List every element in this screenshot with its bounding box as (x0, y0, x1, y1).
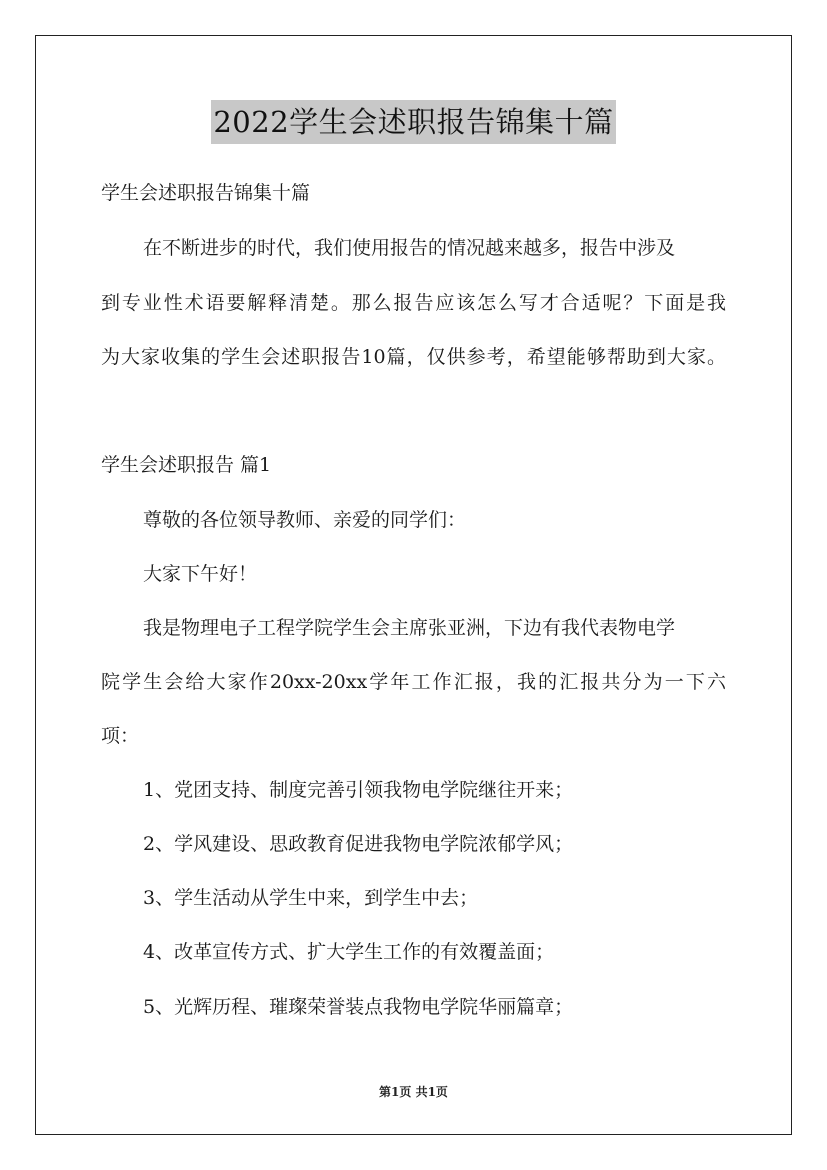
list-item: 1、党团支持、制度完善引领我物电学院继往开来； (143, 779, 574, 801)
greeting: 大家下午好！ (143, 563, 258, 585)
body-line-3: 项： (101, 725, 140, 747)
section-heading: 学生会述职报告 篇1 (101, 454, 272, 476)
page-number: 第1页 共1页 (379, 1085, 448, 1099)
list-item: 5、光辉历程、璀璨荣誉装点我物电学院华丽篇章； (143, 996, 574, 1018)
list-item: 4、改革宣传方式、扩大学生工作的有效覆盖面； (143, 941, 555, 963)
intro-line-3: 为大家收集的学生会述职报告10篇，仅供参考，希望能够帮助到大家。 (101, 346, 726, 368)
intro-line-2: 到专业性术语要解释清楚。那么报告应该怎么写才合适呢？下面是我 (101, 292, 726, 314)
body-line-2: 院学生会给大家作20xx-20xx学年工作汇报，我的汇报共分为一下六 (101, 671, 726, 693)
body-line-1: 我是物理电子工程学院学生会主席张亚洲，下边有我代表物电学 (143, 617, 676, 639)
document-subtitle: 学生会述职报告锦集十篇 (101, 182, 311, 204)
salutation: 尊敬的各位领导教师、亲爱的同学们： (143, 509, 467, 531)
document-title: 2022学生会述职报告锦集十篇 (211, 100, 615, 144)
intro-line-1: 在不断进步的时代，我们使用报告的情况越来越多，报告中涉及 (143, 237, 676, 259)
list-item: 3、学生活动从学生中来，到学生中去； (143, 887, 479, 909)
list-item: 2、学风建设、思政教育促进我物电学院浓郁学风； (143, 833, 574, 855)
title-container (0, 100, 827, 144)
